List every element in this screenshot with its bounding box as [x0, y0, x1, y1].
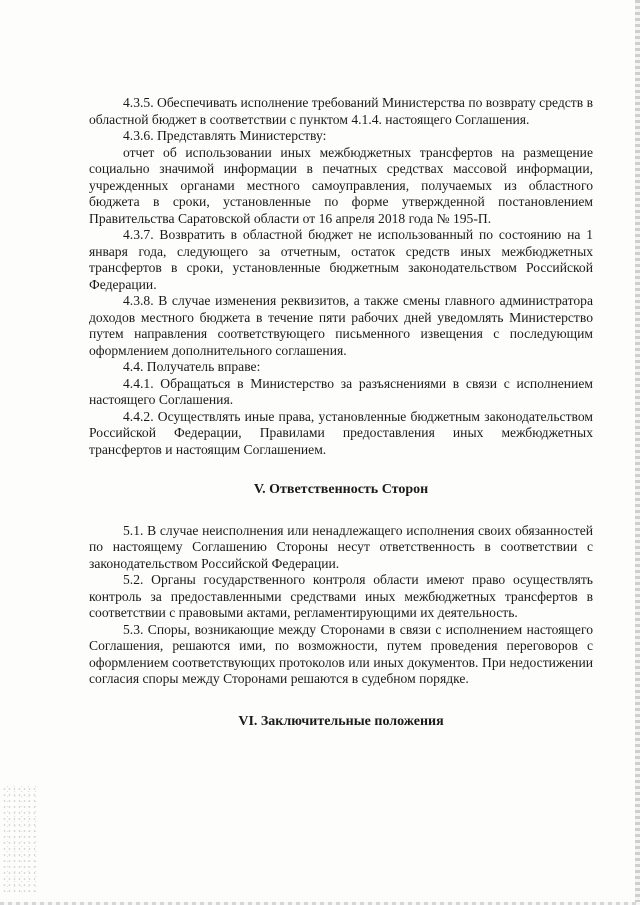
paragraph-4-4-2: 4.4.2. Осуществлять иные права, установленные бюджетным законодательством Российской Федерации, Правилами предоставления иных межбюджетных трансфертов и настоящим Соглашением. — [89, 408, 593, 457]
document-body — [89, 95, 593, 730]
paragraph-5-3: 5.3. Споры, возникающие между Сторонами в связи с исполнением настоящего Соглашения, решаются ими, по возможности, путем проведения переговоров с оформлением соответствующих протоколов или иных документов. При недостижении согласия споры между Сторонами решаются в судебном порядке. — [89, 621, 593, 686]
scan-edge-right — [635, 0, 640, 905]
scan-noise — [2, 786, 38, 896]
paragraph-5-2: 5.2. Органы государственного контроля области имеют право осуществлять контроль за предоставленными средствами иных межбюджетных трансфертов в соответствии с правовыми актами, регламентирующими их деятельность. — [89, 572, 593, 620]
paragraph-4-4-1: 4.4.1. Обращаться в Министерство за разъяснениями в связи с исполнением настоящего Соглашения. — [89, 375, 593, 407]
paragraph-5-1: 5.1. В случае неисполнения или ненадлежащего исполнения своих обязанностей по настоящему Соглашению Стороны несут ответственность в соответствии с законодательством Российской Федерации. — [89, 522, 593, 571]
paragraph-4-3-5: 4.3.5. Обеспечивать исполнение требований Министерства по возврату средств в областной бюджет в соответствии с пунктом 4.1.4. настоящего Соглашения. — [89, 95, 593, 127]
paragraph-4-3-8: 4.3.8. В случае изменения реквизитов, а также смены главного администратора доходов местного бюджета в течение пяти рабочих дней уведомлять Министерство путем направления соответствующего письменного извещения с последующим оформлением дополнительного соглашения. — [89, 293, 593, 358]
section-heading-v: V. Ответственность Сторон — [253, 482, 429, 497]
paragraph-4-3-7: 4.3.7. Возвратить в областной бюджет не использованный по состоянию на 1 января года, следующего за отчетным, остаток средств иных межбюджетных трансфертов в сроки, установленные бюджетным законодательством Российской Федерации. — [89, 227, 593, 292]
paragraph-4-4: 4.4. Получатель вправе: — [123, 359, 261, 374]
paragraph-4-3-6: 4.3.6. Представлять Министерству: — [123, 128, 327, 143]
section-heading-vi: VI. Заключительные положения — [238, 713, 444, 729]
paragraph-report: отчет об использовании иных межбюджетных трансфертов на размещение социально значимой информации в печатных средствах массовой информации, учрежденных органами местного самоуправления, получаемых из областного бюджета в сроки, установленные по форме утвержденной постановлением Правительства Саратовской области от 16 апреля 2018 года № 195-П. — [89, 144, 593, 226]
